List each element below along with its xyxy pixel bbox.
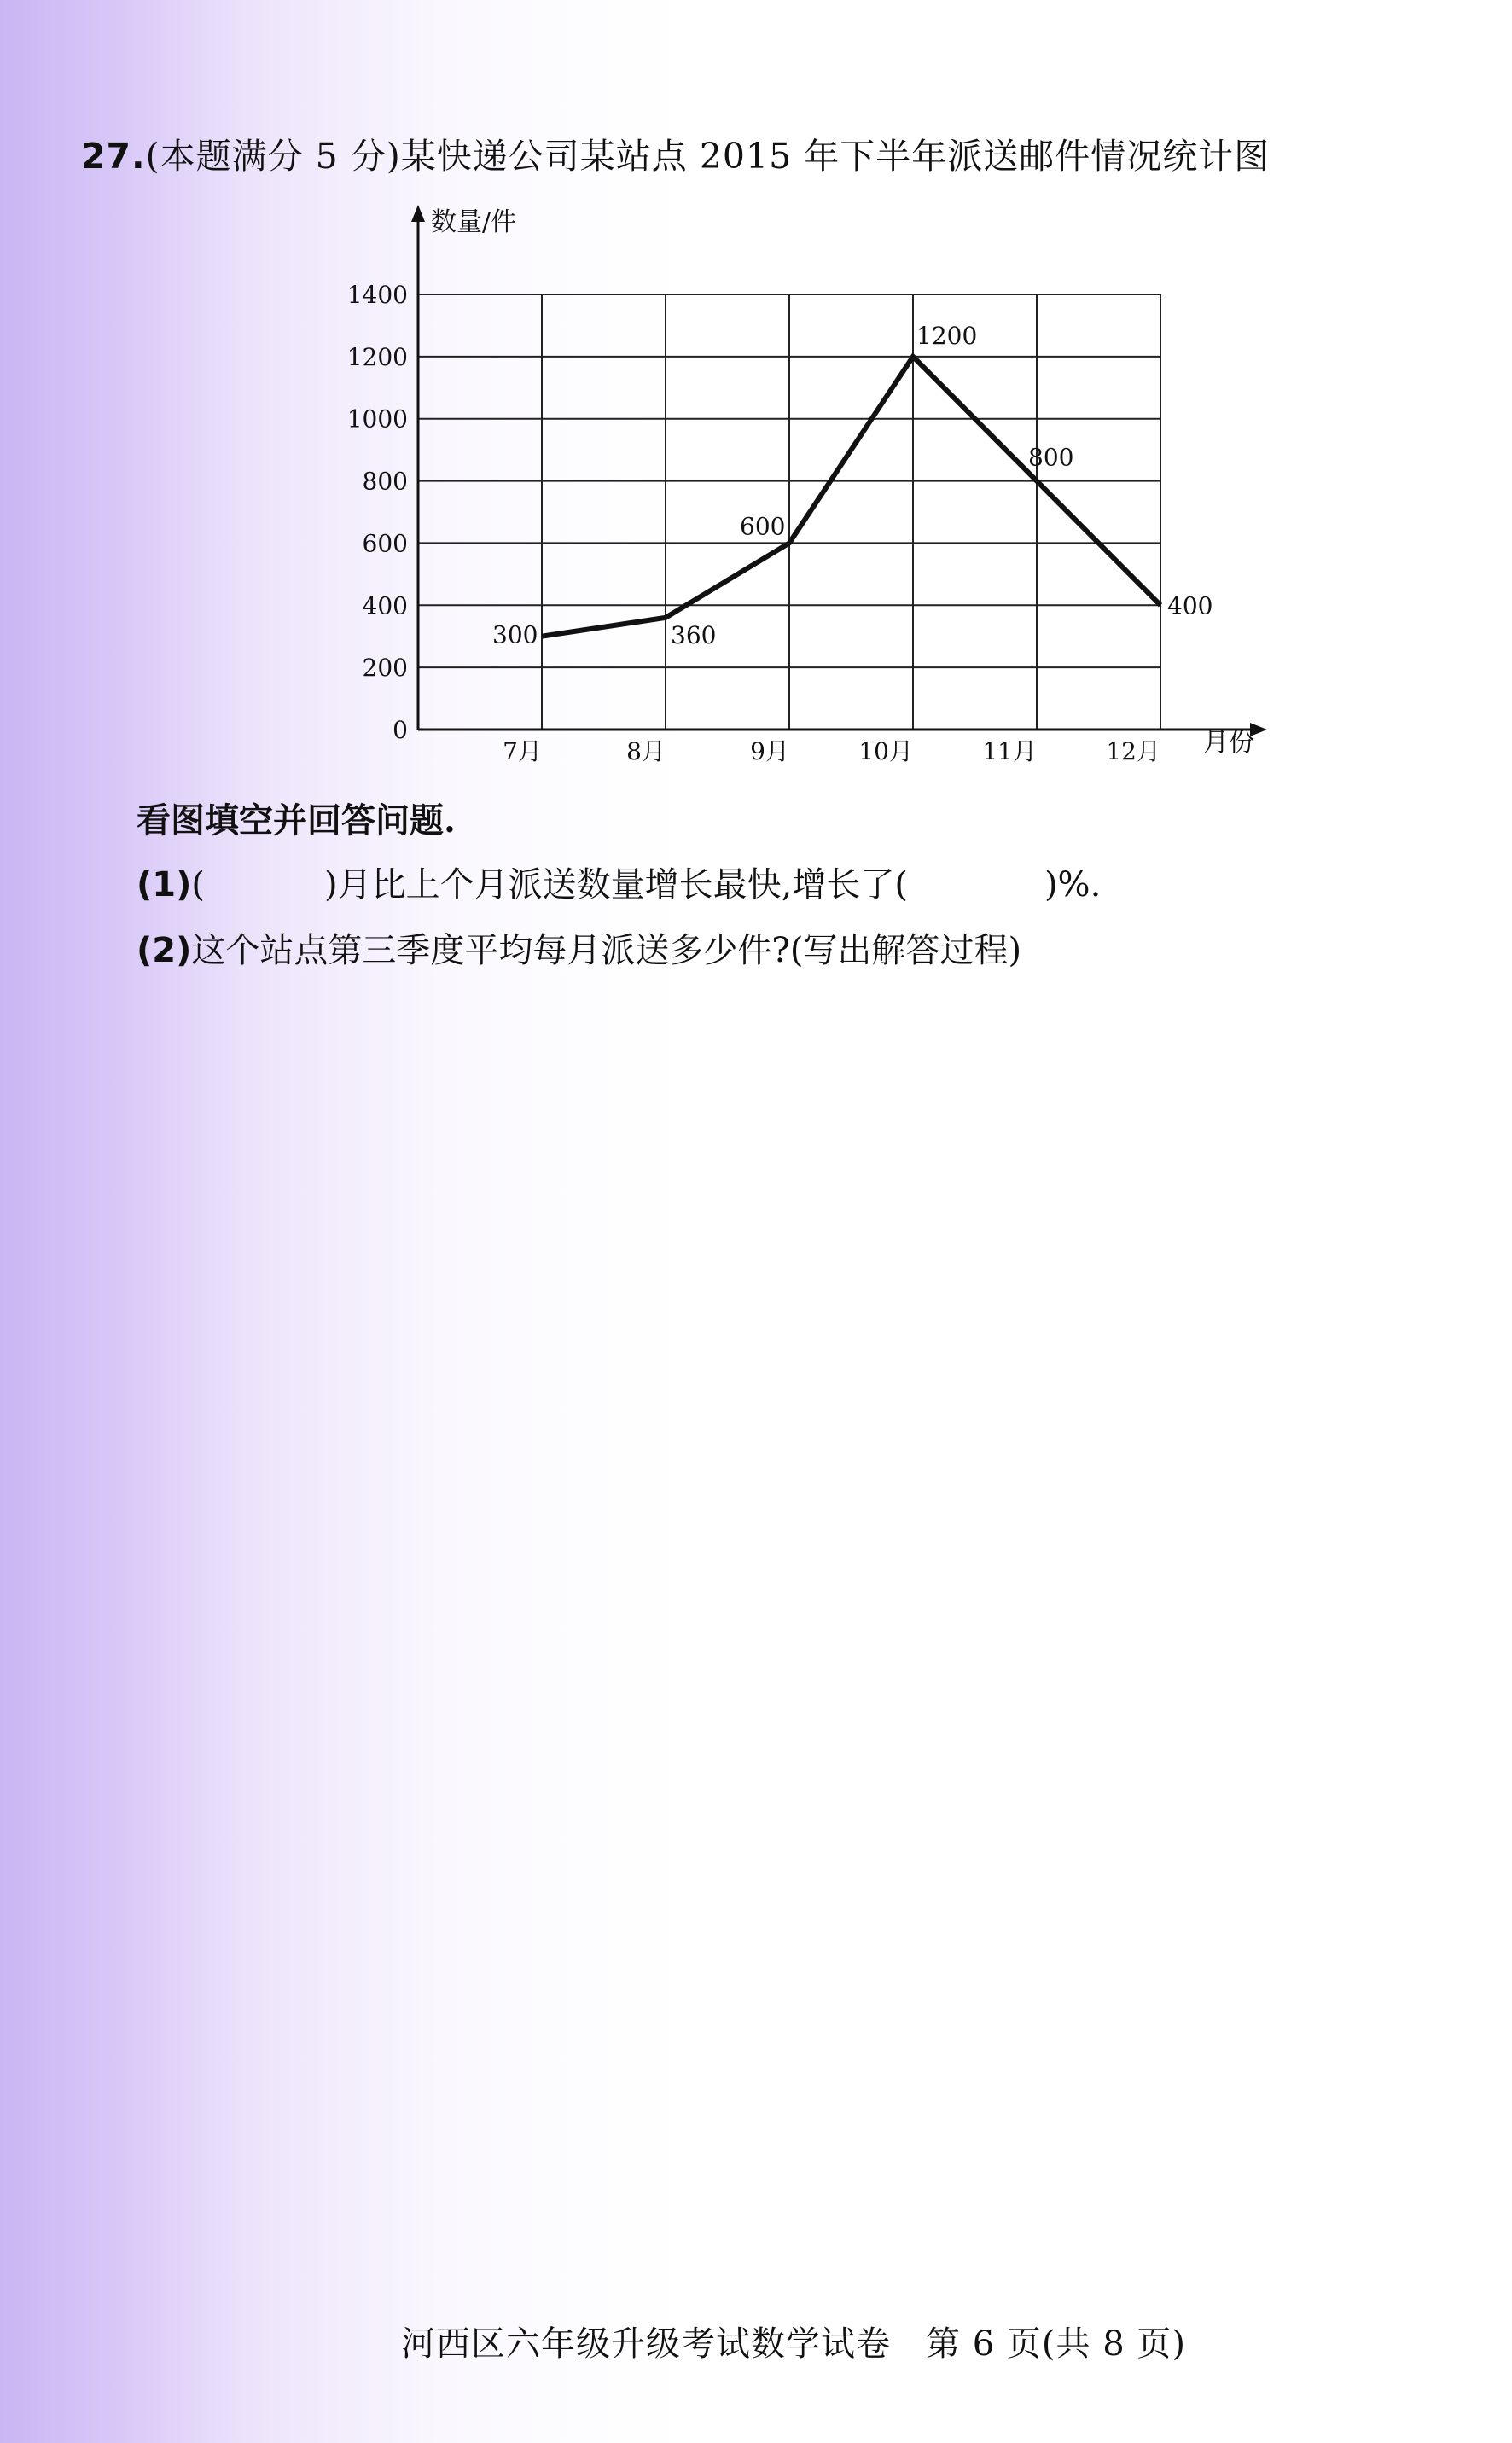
line-chart bbox=[341, 201, 1297, 798]
question-number: 27. bbox=[81, 136, 146, 177]
series-line bbox=[542, 357, 1160, 637]
y-tick-label: 1400 bbox=[346, 281, 408, 309]
q1-open: ( bbox=[191, 865, 206, 904]
y-tick-label: 800 bbox=[362, 467, 408, 496]
y-tick-label: 200 bbox=[362, 654, 408, 683]
chart-grid bbox=[418, 294, 1160, 730]
x-tick-label: 7月 bbox=[503, 737, 542, 765]
instruction: 看图填空并回答问题. bbox=[137, 800, 456, 841]
question-title bbox=[81, 128, 1270, 178]
data-labels bbox=[492, 322, 1213, 649]
data-label: 400 bbox=[1167, 591, 1213, 620]
y-axis-arrow bbox=[411, 205, 425, 222]
y-tick-label: 0 bbox=[393, 716, 408, 744]
data-label: 600 bbox=[740, 512, 786, 541]
x-tick-label: 12月 bbox=[1106, 737, 1160, 765]
y-tick-label: 400 bbox=[362, 591, 408, 620]
chart-svg bbox=[341, 201, 1297, 798]
data-label: 1200 bbox=[916, 321, 978, 350]
x-tick-label: 9月 bbox=[750, 737, 789, 765]
data-label: 300 bbox=[492, 620, 538, 649]
y-axis-label: 数量/件 bbox=[431, 207, 517, 237]
page-footer: 河西区六年级升级考试数学试卷 第 6 页(共 8 页) bbox=[401, 2324, 1186, 2364]
y-tick-labels bbox=[347, 281, 408, 744]
q1-end-text: )%. bbox=[1044, 865, 1102, 904]
x-tick-label: 10月 bbox=[858, 737, 913, 765]
y-tick-label: 600 bbox=[362, 529, 408, 558]
x-tick-label: 11月 bbox=[982, 737, 1037, 765]
question-2 bbox=[137, 923, 1021, 972]
question-header: (本题满分 5 分)某快递公司某站点 2015 年下半年派送邮件情况统计图 bbox=[145, 136, 1271, 177]
x-tick-labels bbox=[503, 737, 1160, 765]
q2-number: (2) bbox=[137, 931, 192, 970]
data-label: 360 bbox=[671, 620, 717, 649]
y-tick-label: 1200 bbox=[346, 342, 408, 371]
question-1 bbox=[137, 858, 1101, 906]
data-label: 800 bbox=[1028, 443, 1074, 472]
q2-text: 这个站点第三季度平均每月派送多少件?(写出解答过程) bbox=[191, 931, 1022, 970]
x-axis-label: 月份 bbox=[1203, 728, 1254, 758]
q1-middle-text: )月比上个月派送数量增长最快,增长了( bbox=[324, 865, 908, 904]
y-tick-label: 1000 bbox=[346, 404, 408, 433]
q1-number: (1) bbox=[137, 865, 192, 904]
x-tick-label: 8月 bbox=[626, 737, 666, 765]
